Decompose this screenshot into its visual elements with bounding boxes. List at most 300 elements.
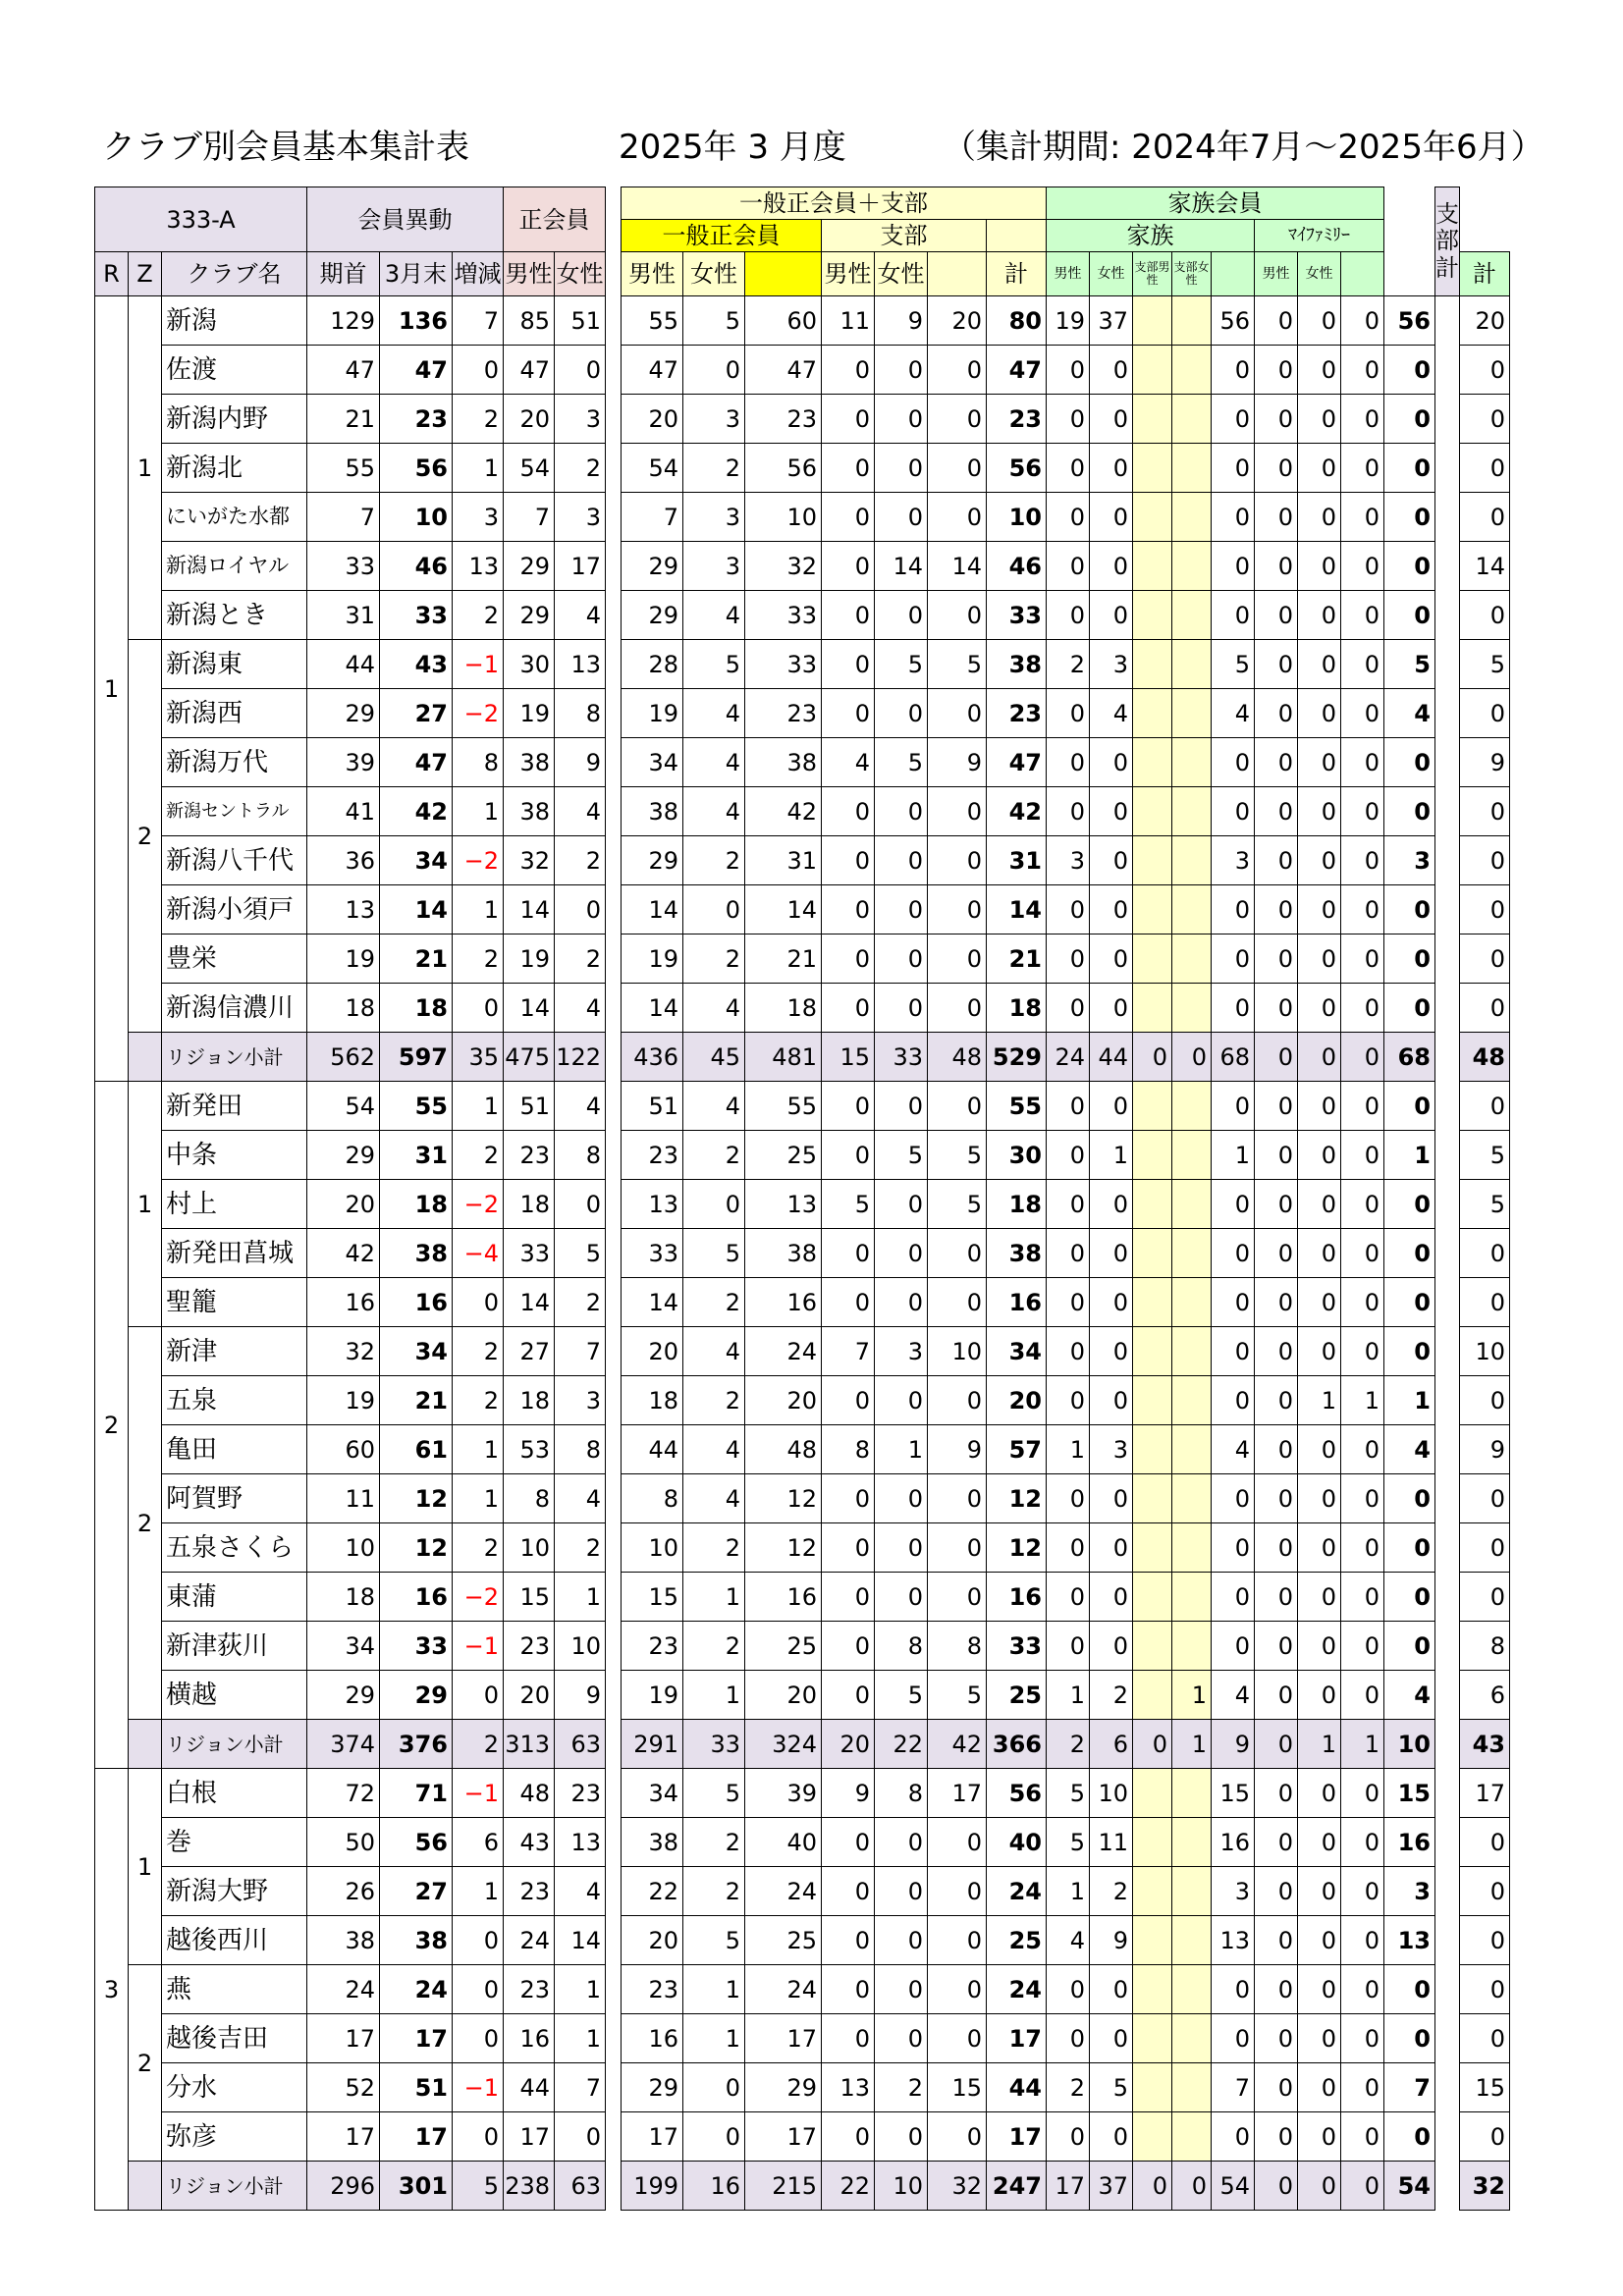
cell-value: 5: [875, 738, 928, 787]
cell-value: 38: [987, 1229, 1047, 1278]
cell-value: 0: [875, 1818, 928, 1867]
header-blank: [928, 252, 987, 296]
cell-value: 47: [987, 738, 1047, 787]
cell-value: 0: [1212, 395, 1255, 444]
cell-value: [1172, 1622, 1212, 1671]
header-family-members: 家族会員: [1047, 187, 1384, 220]
cell-value: 0: [1090, 1082, 1133, 1131]
club-name: 村上: [162, 1180, 307, 1229]
cell-value: 19: [622, 934, 683, 984]
cell-value: 15: [928, 2063, 987, 2112]
cell-value: 8: [875, 1769, 928, 1818]
cell-value: 9: [1460, 1425, 1510, 1474]
cell-value: 0: [1255, 444, 1298, 493]
table-row: [95, 296, 1510, 346]
club-name: 横越: [162, 1671, 307, 1720]
cell-value: [1133, 395, 1172, 444]
cell-value: 0: [875, 493, 928, 542]
subtotal-value: 37: [1090, 2162, 1133, 2211]
header-diff: 増減: [453, 252, 504, 296]
cell-value: 0: [1298, 738, 1341, 787]
header-start: 期首: [307, 252, 380, 296]
cell-value: 0: [928, 591, 987, 640]
cell-value: 0: [1341, 1474, 1384, 1523]
cell-value: 1: [453, 444, 504, 493]
subtotal-value: 1: [1298, 1720, 1341, 1769]
cell-value: 46: [987, 542, 1047, 591]
cell-value: 0: [1384, 444, 1435, 493]
cell-value: 0: [875, 984, 928, 1033]
table-row: [95, 836, 1510, 885]
cell-value: 2: [683, 1278, 745, 1327]
cell-value: 1: [683, 1671, 745, 1720]
cell-value: [1172, 787, 1212, 836]
cell-value: 3: [1090, 1425, 1133, 1474]
cell-value: 17: [1460, 1769, 1510, 1818]
cell-value: [1172, 1818, 1212, 1867]
cell-value: 14: [504, 1278, 555, 1327]
cell-value: 13: [622, 1180, 683, 1229]
cell-value: [1133, 1965, 1172, 2014]
cell-value: 10: [987, 493, 1047, 542]
cell-value: 2: [875, 2063, 928, 2112]
cell-value: 2: [1090, 1867, 1133, 1916]
cell-value: 17: [307, 2014, 380, 2063]
club-name: 佐渡: [162, 346, 307, 395]
cell-value: 46: [380, 542, 453, 591]
header-general-plus-branch: 一般正会員＋支部: [622, 187, 1047, 220]
cell-value: 60: [307, 1425, 380, 1474]
gap-cell: [1435, 2162, 1460, 2211]
gap-cell: [606, 1867, 622, 1916]
cell-value: 34: [622, 1769, 683, 1818]
cell-value: 0: [1047, 787, 1090, 836]
cell-value: 5: [683, 1916, 745, 1965]
club-name: 新潟西: [162, 689, 307, 738]
cell-value: 0: [1212, 738, 1255, 787]
subtotal-label: リジョン小計: [162, 2162, 307, 2211]
subtotal-value: 0: [1298, 1033, 1341, 1082]
cell-value: 40: [987, 1818, 1047, 1867]
cell-value: 0: [1341, 2063, 1384, 2112]
cell-value: 10: [745, 493, 822, 542]
cell-value: 20: [928, 296, 987, 346]
cell-value: 0: [1298, 1425, 1341, 1474]
gap-cell: [1435, 1033, 1460, 1082]
cell-value: −2: [453, 689, 504, 738]
subtotal-value: 1: [1341, 1720, 1384, 1769]
cell-value: 0: [453, 1278, 504, 1327]
cell-value: 8: [555, 1131, 606, 1180]
cell-value: 17: [555, 542, 606, 591]
cell-value: 25: [987, 1671, 1047, 1720]
cell-value: 0: [1298, 1523, 1341, 1573]
cell-value: [1133, 787, 1172, 836]
gap-cell: [606, 2112, 622, 2162]
cell-value: [1172, 1916, 1212, 1965]
cell-value: 2: [453, 1327, 504, 1376]
cell-value: 14: [622, 1278, 683, 1327]
cell-value: 12: [987, 1474, 1047, 1523]
cell-value: −2: [453, 1180, 504, 1229]
cell-value: 0: [1298, 1769, 1341, 1818]
region-subtotal-row: [95, 1033, 1510, 1082]
club-name: 新津荻川: [162, 1622, 307, 1671]
cell-value: 0: [1341, 2014, 1384, 2063]
cell-value: 4: [1384, 689, 1435, 738]
cell-value: 0: [875, 1376, 928, 1425]
cell-value: 0: [1298, 444, 1341, 493]
cell-value: [1172, 1229, 1212, 1278]
cell-value: 47: [380, 346, 453, 395]
cell-value: 48: [504, 1769, 555, 1818]
table-row: [95, 787, 1510, 836]
gap-cell: [606, 640, 622, 689]
header-total: 計: [1460, 252, 1510, 296]
cell-value: 38: [504, 738, 555, 787]
cell-value: [1133, 1327, 1172, 1376]
cell-value: 9: [555, 738, 606, 787]
cell-value: 0: [928, 1916, 987, 1965]
subtotal-value: 0: [1255, 1033, 1298, 1082]
club-name: 新津: [162, 1327, 307, 1376]
cell-value: 14: [504, 984, 555, 1033]
cell-value: 5: [1212, 640, 1255, 689]
cell-value: 0: [1384, 1180, 1435, 1229]
cell-value: 0: [1090, 1376, 1133, 1425]
subtotal-value: 6: [1090, 1720, 1133, 1769]
cell-value: 0: [1298, 1474, 1341, 1523]
cell-value: 0: [1384, 787, 1435, 836]
gap-cell: [1435, 885, 1460, 934]
cell-value: 0: [875, 2112, 928, 2162]
club-name: 亀田: [162, 1425, 307, 1474]
cell-value: 4: [683, 1327, 745, 1376]
cell-value: 19: [1047, 296, 1090, 346]
cell-value: 29: [745, 2063, 822, 2112]
cell-value: 0: [822, 1523, 875, 1573]
cell-value: 25: [745, 1916, 822, 1965]
cell-value: 4: [555, 591, 606, 640]
cell-value: 3: [683, 542, 745, 591]
cell-value: 0: [1298, 1818, 1341, 1867]
cell-value: 43: [380, 640, 453, 689]
cell-value: 0: [1341, 689, 1384, 738]
cell-value: 3: [1090, 640, 1133, 689]
cell-value: 0: [1090, 885, 1133, 934]
cell-value: 15: [622, 1573, 683, 1622]
cell-value: 2: [555, 934, 606, 984]
cell-value: 31: [380, 1131, 453, 1180]
cell-value: [1133, 2112, 1172, 2162]
cell-value: 21: [380, 1376, 453, 1425]
cell-value: 0: [1341, 1867, 1384, 1916]
cell-value: 23: [504, 1965, 555, 2014]
cell-value: 3: [555, 493, 606, 542]
table-row: [95, 1573, 1510, 1622]
table-row: [95, 1965, 1510, 2014]
gap-cell: [606, 1671, 622, 1720]
cell-value: 0: [1047, 1622, 1090, 1671]
cell-value: 14: [504, 885, 555, 934]
cell-value: 18: [745, 984, 822, 1033]
table-row: [95, 1523, 1510, 1573]
gap-cell: [606, 934, 622, 984]
cell-value: 47: [622, 346, 683, 395]
cell-value: 9: [928, 738, 987, 787]
cell-value: 38: [622, 787, 683, 836]
cell-value: [1133, 2014, 1172, 2063]
cell-value: 0: [928, 444, 987, 493]
cell-value: −1: [453, 2063, 504, 2112]
cell-value: 0: [683, 346, 745, 395]
cell-value: 26: [307, 1867, 380, 1916]
gap-cell: [606, 1376, 622, 1425]
cell-value: 16: [745, 1573, 822, 1622]
cell-value: 0: [1460, 1278, 1510, 1327]
cell-value: 20: [504, 1671, 555, 1720]
cell-value: 18: [622, 1376, 683, 1425]
cell-value: 4: [555, 1082, 606, 1131]
cell-value: 0: [822, 1867, 875, 1916]
cell-value: 0: [1090, 542, 1133, 591]
cell-value: [1133, 1867, 1172, 1916]
cell-value: 18: [504, 1180, 555, 1229]
cell-value: 0: [1384, 2014, 1435, 2063]
cell-value: 21: [745, 934, 822, 984]
cell-value: 0: [1384, 2112, 1435, 2162]
header-female: 女性: [875, 252, 928, 296]
cell-value: 37: [1090, 296, 1133, 346]
cell-value: 8: [504, 1474, 555, 1523]
cell-value: 47: [380, 738, 453, 787]
subtotal-value: 2: [1047, 1720, 1090, 1769]
cell-value: 0: [453, 1671, 504, 1720]
subtotal-value: 1: [1172, 1720, 1212, 1769]
cell-value: 0: [822, 1622, 875, 1671]
cell-value: 43: [504, 1818, 555, 1867]
cell-value: [1133, 2063, 1172, 2112]
gap-cell: [606, 1573, 622, 1622]
cell-value: 55: [307, 444, 380, 493]
cell-value: 1: [555, 1965, 606, 2014]
cell-value: [1172, 1376, 1212, 1425]
table-row: [95, 1818, 1510, 1867]
gap-cell: [1435, 1474, 1460, 1523]
club-name: 阿賀野: [162, 1474, 307, 1523]
cell-value: [1133, 346, 1172, 395]
cell-value: 10: [1090, 1769, 1133, 1818]
cell-value: 0: [1090, 1327, 1133, 1376]
cell-value: 1: [1047, 1671, 1090, 1720]
cell-value: 0: [822, 591, 875, 640]
club-name: 五泉さくら: [162, 1523, 307, 1573]
cell-value: 29: [380, 1671, 453, 1720]
cell-value: [1133, 1425, 1172, 1474]
cell-value: 0: [928, 689, 987, 738]
cell-value: 52: [307, 2063, 380, 2112]
club-name: 新潟セントラル: [162, 787, 307, 836]
cell-value: 0: [1047, 1278, 1090, 1327]
cell-value: 38: [380, 1916, 453, 1965]
cell-value: 0: [1298, 1867, 1341, 1916]
cell-value: 2: [453, 1131, 504, 1180]
cell-value: 17: [928, 1769, 987, 1818]
cell-value: 0: [928, 493, 987, 542]
cell-value: 0: [822, 689, 875, 738]
cell-value: 0: [822, 542, 875, 591]
cell-value: 23: [504, 1622, 555, 1671]
subtotal-value: 24: [1047, 1033, 1090, 1082]
gap-cell: [606, 1327, 622, 1376]
cell-value: [1172, 689, 1212, 738]
cell-value: [1133, 444, 1172, 493]
gap-cell: [1435, 1327, 1460, 1376]
cell-value: 0: [1298, 640, 1341, 689]
cell-value: 33: [380, 1622, 453, 1671]
cell-value: 13: [453, 542, 504, 591]
cell-value: 50: [307, 1818, 380, 1867]
cell-value: 3: [1212, 836, 1255, 885]
cell-value: 1: [555, 2014, 606, 2063]
gap-cell: [606, 1425, 622, 1474]
cell-value: 54: [307, 1082, 380, 1131]
subtotal-value: 0: [1341, 2162, 1384, 2211]
cell-value: [1172, 542, 1212, 591]
cell-value: 0: [1255, 984, 1298, 1033]
cell-value: 0: [1212, 1474, 1255, 1523]
cell-value: 7: [555, 2063, 606, 2112]
cell-value: 0: [1341, 296, 1384, 346]
cell-value: 13: [822, 2063, 875, 2112]
cell-value: 44: [307, 640, 380, 689]
header-general-member: 一般正会員: [622, 220, 822, 252]
cell-value: 0: [1341, 1671, 1384, 1720]
cell-value: 23: [745, 689, 822, 738]
cell-value: 0: [1341, 836, 1384, 885]
table-row: [95, 2014, 1510, 2063]
cell-value: 0: [822, 1474, 875, 1523]
cell-value: 17: [307, 2112, 380, 2162]
club-name: 新潟内野: [162, 395, 307, 444]
cell-value: 47: [504, 346, 555, 395]
cell-value: 0: [875, 1474, 928, 1523]
cell-value: 0: [928, 787, 987, 836]
cell-value: 0: [683, 1180, 745, 1229]
cell-value: 0: [875, 1082, 928, 1131]
cell-value: 44: [504, 2063, 555, 2112]
cell-value: 38: [622, 1818, 683, 1867]
cell-value: 0: [453, 346, 504, 395]
cell-value: 0: [1298, 1131, 1341, 1180]
gap-cell: [1435, 493, 1460, 542]
cell-value: 23: [745, 395, 822, 444]
cell-value: 61: [380, 1425, 453, 1474]
subtotal-value: 436: [622, 1033, 683, 1082]
cell-value: 0: [1341, 1523, 1384, 1573]
gap-cell: [606, 1622, 622, 1671]
cell-value: 0: [875, 1523, 928, 1573]
cell-value: 0: [1255, 395, 1298, 444]
cell-value: 0: [1047, 1474, 1090, 1523]
gap-cell: [1435, 934, 1460, 984]
cell-value: 0: [1255, 2014, 1298, 2063]
cell-value: 0: [875, 689, 928, 738]
cell-value: 0: [1047, 395, 1090, 444]
cell-value: 55: [380, 1082, 453, 1131]
cell-value: 0: [1047, 591, 1090, 640]
cell-value: 0: [1090, 493, 1133, 542]
cell-value: 0: [822, 787, 875, 836]
cell-value: 0: [1341, 1180, 1384, 1229]
cell-value: 0: [1298, 1082, 1341, 1131]
cell-value: 0: [1341, 787, 1384, 836]
cell-value: 0: [875, 395, 928, 444]
cell-value: −1: [453, 640, 504, 689]
club-name: 豊栄: [162, 934, 307, 984]
cell-value: 0: [928, 2112, 987, 2162]
cell-value: 19: [504, 934, 555, 984]
cell-value: 0: [1047, 2112, 1090, 2162]
cell-value: 0: [875, 787, 928, 836]
cell-value: 0: [1255, 1376, 1298, 1425]
cell-value: 0: [928, 346, 987, 395]
subtotal-value: 199: [622, 2162, 683, 2211]
region-subtotal-row: [95, 1720, 1510, 1769]
gap-cell: [606, 1818, 622, 1867]
cell-value: 18: [307, 984, 380, 1033]
cell-value: 56: [1212, 296, 1255, 346]
cell-value: 0: [1298, 346, 1341, 395]
cell-value: 0: [822, 444, 875, 493]
cell-value: 2: [1047, 2063, 1090, 2112]
subtotal-value: 0: [1133, 2162, 1172, 2211]
cell-value: 3: [1212, 1867, 1255, 1916]
cell-value: 15: [504, 1573, 555, 1622]
zone-number: 1: [129, 1082, 162, 1327]
page-title: クラブ別会員基本集計表: [102, 128, 469, 167]
cell-value: 0: [1212, 934, 1255, 984]
cell-value: 0: [1255, 493, 1298, 542]
table-row: [95, 1425, 1510, 1474]
cell-value: 0: [1460, 984, 1510, 1033]
cell-value: 15: [1384, 1769, 1435, 1818]
cell-value: 23: [504, 1131, 555, 1180]
club-name: 中条: [162, 1131, 307, 1180]
cell-value: [1172, 1131, 1212, 1180]
cell-value: 5: [875, 1131, 928, 1180]
cell-value: 5: [875, 640, 928, 689]
cell-value: 10: [555, 1622, 606, 1671]
cell-value: 0: [1341, 1769, 1384, 1818]
cell-value: [1133, 885, 1172, 934]
cell-value: 9: [1090, 1916, 1133, 1965]
cell-value: 0: [875, 1278, 928, 1327]
cell-value: 5: [1460, 1131, 1510, 1180]
cell-value: [1133, 1229, 1172, 1278]
club-name: 弥彦: [162, 2112, 307, 2162]
cell-value: 1: [453, 787, 504, 836]
cell-value: 0: [1090, 346, 1133, 395]
gap-cell: [1435, 1818, 1460, 1867]
cell-value: 0: [1460, 836, 1510, 885]
cell-value: [1172, 1082, 1212, 1131]
cell-value: 0: [1384, 1082, 1435, 1131]
cell-value: 0: [1047, 1131, 1090, 1180]
cell-value: 0: [1047, 2014, 1090, 2063]
cell-value: [1172, 1425, 1212, 1474]
table-row: [95, 1229, 1510, 1278]
